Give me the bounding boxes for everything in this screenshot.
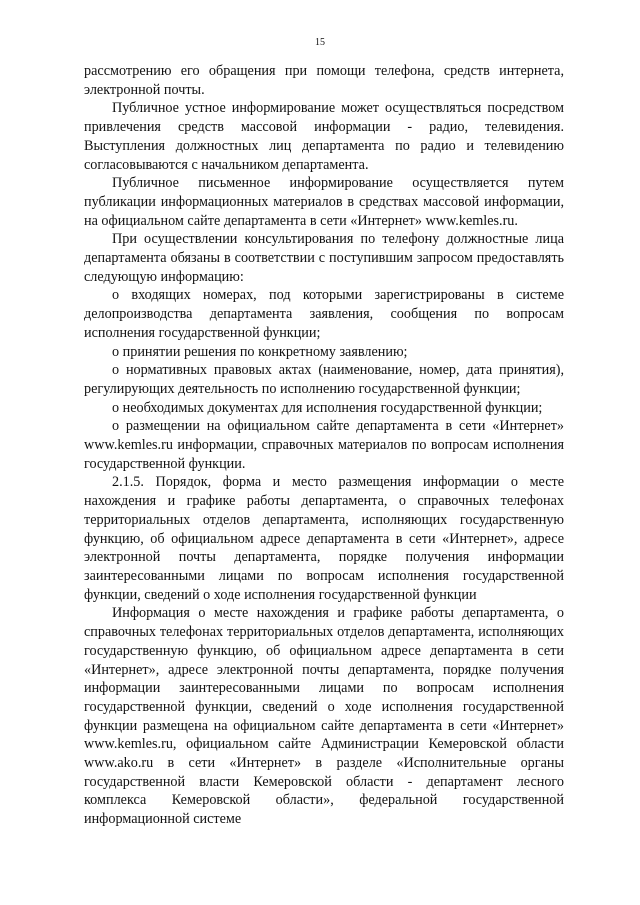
list-item-normative-acts: о нормативных правовых актах (наименование, номер, дата принятия), регулирующих деятельность по исполнению государственной функции; [84,362,564,397]
page-number: 15 [315,37,325,48]
paragraph-public-written-informing: Публичное письменное информирование осуществляется путем публикации информационных материалов в средствах массовой информации, на официальном сайте департамента в сети «Интернет» www.kemles.ru. [84,175,564,229]
paragraph-continuation: рассмотрению его обращения при помощи телефона, средств интернета, электронной почты. [84,63,564,98]
paragraph-public-oral-informing: Публичное устное информирование может осуществляться посредством привлечения средств массовой информации - радио, телевидения. Выступления должностных лиц департамента по радио и телевидению согласовываются с начальником департамента. [84,100,564,173]
list-item-incoming-numbers: о входящих номерах, под которыми зарегистрированы в системе делопроизводства департамента заявления, сообщения по вопросам исполнения государственной функции; [84,287,564,341]
document-body [84,62,564,829]
paragraph-section-2-1-5: 2.1.5. Порядок, форма и место размещения информации о месте нахождения и графике работы департамента, о справочных телефонах территориальных отделов департамента, исполняющих государственную функцию, об официальном адресе департамента в сети «Интернет», адресе электронной почты департамента, порядке получения информации заинтересованными лицами по вопросам исполнения государственной функции, сведений о ходе исполнения государственной функции [84,474,564,603]
list-item-website-info: о размещении на официальном сайте департамента в сети «Интернет» www.kemles.ru информации, справочных материалов по вопросам исполнения государственной функции. [84,418,564,472]
paragraph-phone-consulting: При осуществлении консультирования по телефону должностные лица департамента обязаны в соответствии с поступившим запросом предоставлять следующую информацию: [84,231,564,285]
paragraph-location-info: Информация о месте нахождения и графике работы департамента, о справочных телефонах территориальных отделов департамента, исполняющих государственную функцию, об официальном адресе департамента в сети «Интернет», адресе электронной почты департамента, порядке получения информации заинтересованными лицами по вопросам исполнения государственной функции, сведений о ходе исполнения государственной функции размещена на официальном сайте департамента в сети «Интернет» www.kemles.ru, официальном сайте Администрации Кемеровской области www.ako.ru в сети «Интернет» в разделе «Исполнительные органы государственной власти Кемеровской области - департамент лесного комплекса Кемеровской области», федеральной государственной информационной системе [84,605,564,828]
list-item-decision: о принятии решения по конкретному заявлению; [112,343,408,360]
list-item-required-documents: о необходимых документах для исполнения государственной функции; [112,399,543,416]
